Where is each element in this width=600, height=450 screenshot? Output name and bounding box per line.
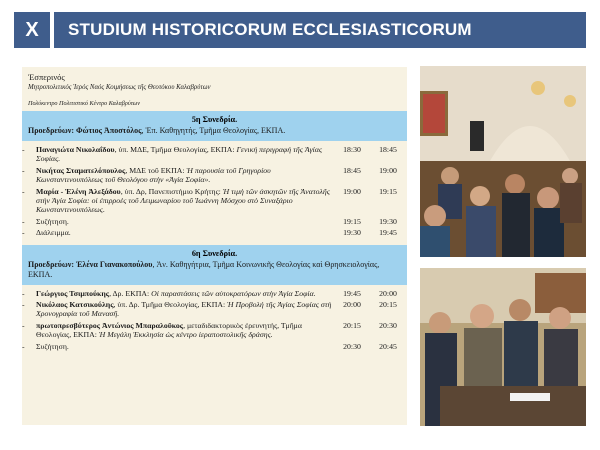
program-row [22,288,407,299]
start-time: 19:30 [343,228,361,238]
program-row [22,341,407,352]
bullet: - [22,288,25,298]
talk-title: Ἡ τιμὴ τῶν ἀσκητῶν τῆς Ἀνατολῆς στὴν Ἁγία Σοφία: οἱ ἐπιρροὲς τοῦ Λειμωναρίου τοῦ Ἰωάννη Μόσχου στὸ Συναξάριο Κωνσταντινουπόλεως. [36,186,330,215]
speaker-affiliation: , ὑπ. Δρ. Τμῆμα Θεολογίας, ΕΚΠΑ: [113,300,228,310]
end-time: 20:00 [379,288,397,298]
end-time: 18:45 [379,145,397,154]
session-chair [28,260,401,280]
end-time: 20:30 [379,320,397,330]
start-time: 18:45 [343,165,361,175]
session-6-table [22,288,407,352]
speaker-affiliation: Συζήτηση. [36,341,69,351]
speaker-affiliation: , Δρ. ΕΚΠΑ: [109,288,152,298]
session-6-header [22,245,407,285]
section-title: STUDIUM HISTORICORUM ECCLESIASTICORUM [54,12,586,48]
end-time: 19:30 [379,216,397,226]
program-row [22,216,407,227]
speaker-name: Παναγιώτα Νικολαΐδου [36,145,115,154]
speaker-affiliation: , μεταδιδακτορικὸς ἐρευνητής, Τμῆμα Θεολογίας, ΕΚΠΑ: [36,320,302,340]
chair-label: Προεδρεύων: [28,126,75,135]
vespers-location: Μητροπολιτικός Ἱερός Ναός Κοιμήσεως τῆς Θεοτόκου Καλαβρύτων [28,84,211,91]
chair-affiliation: , Ἐπ. Καθηγητής, Τμῆμα Θεολογίας, ΕΚΠΑ. [141,126,286,135]
start-time: 18:30 [343,145,361,154]
bullet: - [22,165,25,175]
end-time: 19:45 [379,228,397,238]
end-time: 19:00 [379,165,397,175]
talk-description [36,341,335,352]
program-row [22,320,407,341]
speaker-name: Μαρία - Ἑλένη Ἀλεξάδου [36,186,121,196]
bullet: - [22,145,25,154]
talk-description [36,320,335,341]
speaker-name: πρωτοπρεσβύτερος Ἀντώνιος Μπαραλοῦκος [36,320,184,330]
session-5-header [22,111,407,141]
talk-title: Ἡ παρουσία τοῦ Γρηγορίου Κωνσταντινουπόλεως τοῦ Θεολόγου στὴν «Ἁγία Σοφία». [36,165,271,185]
talk-description [36,186,335,216]
chair-affiliation: , Ἀν. Καθηγήτρια, Τμῆμα Κοινωνικῆς Θεολογίας καὶ Θρησκειολογίας, ΕΚΠΑ. [28,259,380,279]
start-time: 19:15 [343,216,361,226]
start-time: 19:00 [343,186,361,196]
chair-label: Προεδρεύων: [28,259,75,269]
venue-label: Πολύκεντρο Πολιτιστικό Κέντρο Καλαβρύτων [28,100,141,107]
chair-name: Φώτιος Ἀποστόλος [76,126,142,135]
program-row [22,299,407,320]
session-5-table [22,144,407,239]
bullet: - [22,228,25,238]
speaker-affiliation: Συζήτηση. [36,216,69,226]
talk-description [36,227,335,238]
speaker-name: Γεώργιος Τσιμπούκης [36,288,110,298]
conference-audience-photo [420,66,586,257]
bullet: - [22,216,25,226]
talk-title: Οἱ παραστάσεις τῶν αὐτοκρατόρων στὴν Ἁγία Σοφία. [151,288,316,298]
session-chair [28,126,401,136]
program-row [22,186,407,216]
bullet: - [22,186,25,196]
section-number: X [14,12,50,48]
talk-title: Ἡ Προβολή τῆς Ἁγίας Σοφίας στὴ Χρονογραφία τοῦ Μανασῆ. [36,300,332,319]
talk-description [36,216,335,227]
start-time: 20:15 [343,320,361,330]
session-title: 6η Συνεδρία. [191,248,238,258]
program-panel [22,67,407,425]
speaker-affiliation: , ΜΔΕ τοῦ ΕΚΠΑ: [125,165,187,175]
speaker-affiliation: Διάλειμμα. [36,228,71,238]
session-title: 5η Συνεδρία. [191,115,238,124]
bullet: - [22,320,25,330]
speakers-panel-photo [420,268,586,426]
talk-description [36,144,335,165]
talk-title: Γενική περιγραφή τῆς Ἁγίας Σοφίας. [36,145,323,164]
talk-title: Ἡ Μεγάλη Ἐκκλησία ὡς κέντρο ἱεραποστολικῆς δράσης. [98,330,273,340]
bullet: - [22,341,25,351]
page-header [14,12,586,48]
bullet: - [22,300,25,310]
start-time: 20:00 [343,300,361,310]
talk-description [36,288,335,299]
start-time: 20:30 [343,341,361,351]
speaker-name: Νικήτας Σταματελόπουλος [36,165,126,175]
end-time: 20:45 [379,341,397,351]
intro [22,67,407,107]
program-row [22,144,407,165]
vespers-label: Ἑσπερινός [28,72,65,82]
talk-description [36,299,335,320]
speaker-affiliation: , ὑπ. Δρ, Πανεπιστήμιο Κρήτης: [120,186,223,196]
speaker-affiliation: , ὑπ. ΜΔΕ, Τμῆμα Θεολογίας, ΕΚΠΑ: [114,145,237,154]
end-time: 20:15 [379,300,397,310]
program-row [22,227,407,238]
chair-name: Ἑλένα Γιανακοπούλου [76,259,153,269]
speaker-name: Νικόλαος Κατσικούλης [36,300,114,310]
end-time: 19:15 [379,186,397,196]
talk-description [36,165,335,186]
start-time: 19:45 [343,288,361,298]
program-row [22,165,407,186]
